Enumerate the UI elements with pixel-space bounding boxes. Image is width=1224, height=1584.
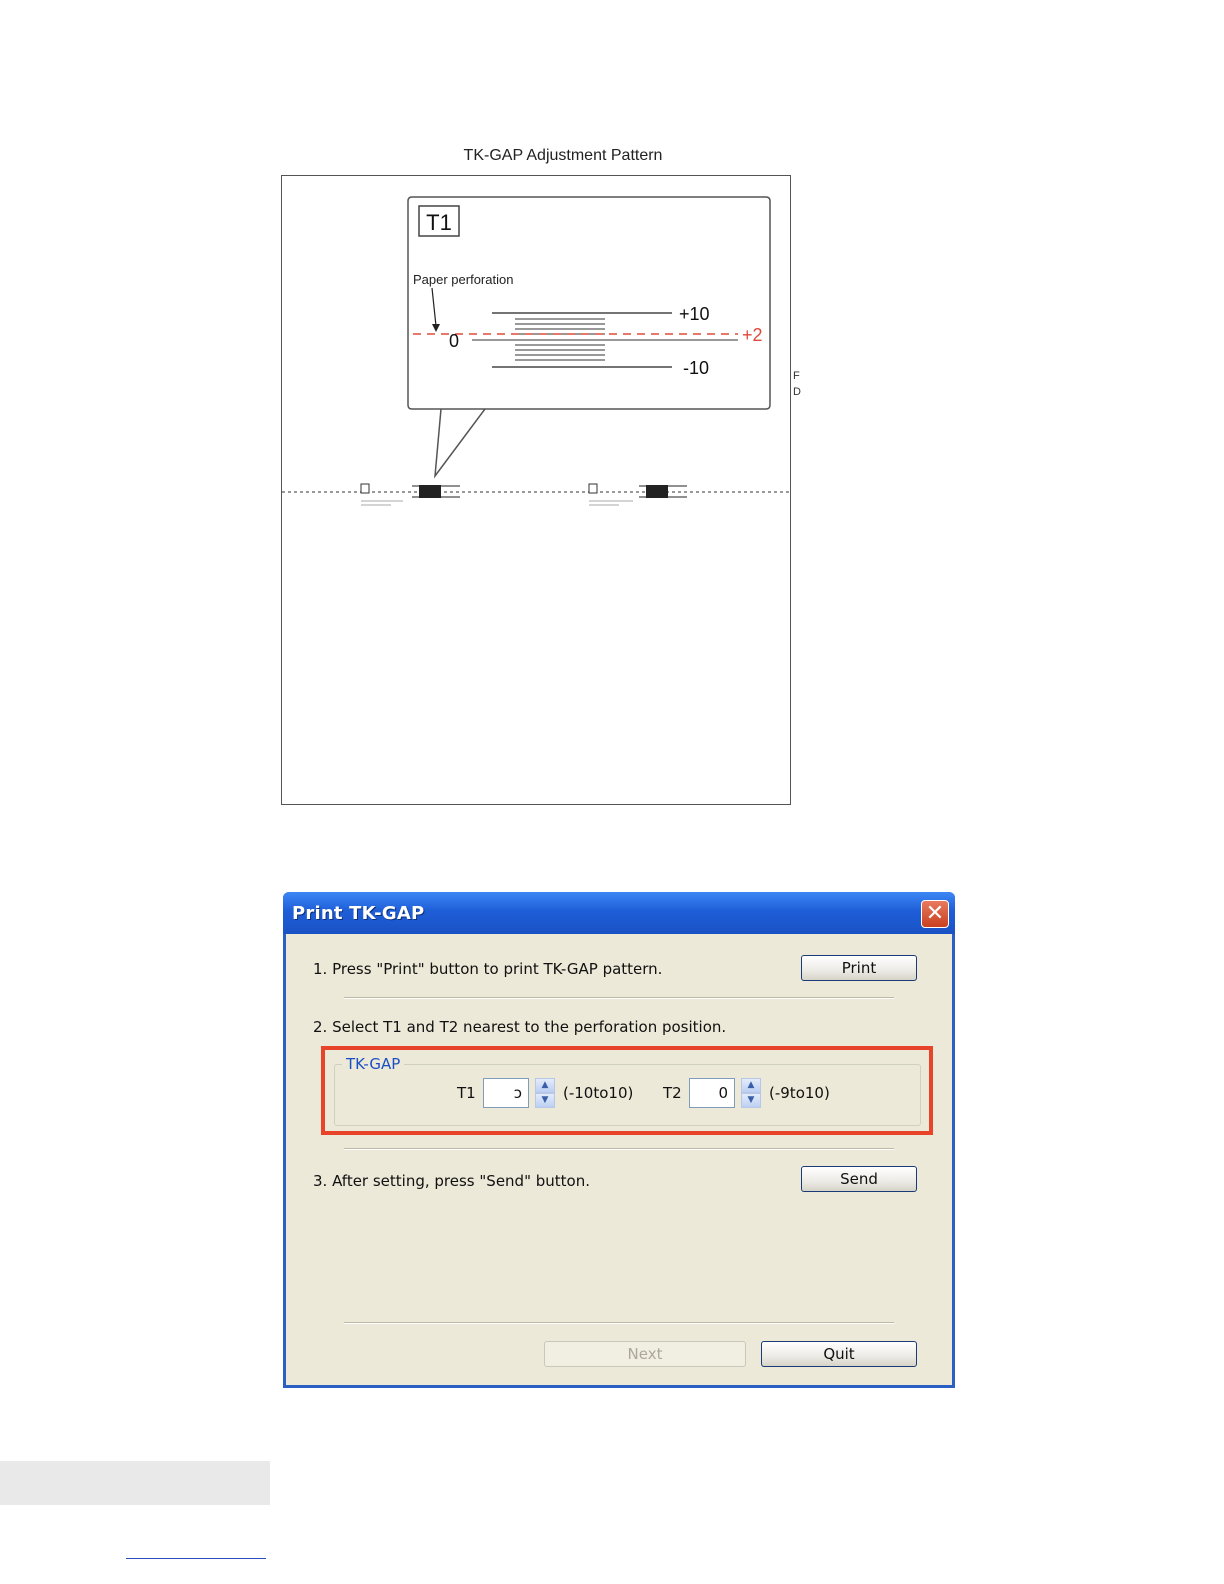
footer-rule [126,1558,266,1559]
t2-spin-up-icon[interactable]: ▲ [741,1078,761,1093]
t2-spin-down-icon[interactable]: ▼ [741,1093,761,1108]
small-pattern-marker-2 [589,484,687,505]
cropped-edge-text [793,368,801,400]
dialog-title: Print TK-GAP [292,903,425,924]
close-button[interactable] [921,900,949,928]
zero-label: 0 [449,331,460,351]
callout-t1-label: T1 [426,210,452,235]
next-button[interactable]: Next [544,1341,746,1367]
grey-band [0,1461,270,1505]
t1-spin-down-icon[interactable]: ▼ [535,1093,555,1108]
adjustment-pattern-graphic [282,176,792,806]
step1-text: 1. Press "Print" button to print TK-GAP pattern. [313,960,663,978]
figure-title: TK-GAP Adjustment Pattern [463,147,663,164]
step3-text: 3. After setting, press "Send" button. [313,1172,590,1190]
t1-spin-up-icon[interactable]: ▲ [535,1078,555,1093]
tk-gap-highlight-box [321,1046,933,1135]
t2-input[interactable]: 0 [689,1078,735,1108]
paper-perforation-label: Paper perforation [413,272,514,287]
separator-1 [344,997,894,999]
close-icon: ✕ [925,901,945,926]
print-button[interactable]: Print [801,955,917,981]
edge-letter-2: D [793,386,801,398]
separator-2 [344,1148,894,1150]
t1-label: T1 [457,1084,476,1102]
print-tk-gap-dialog [283,892,955,1388]
t1-range: (-10to10) [563,1084,634,1102]
small-pattern-marker-1 [361,484,460,505]
plus2-label: +2 [742,325,763,345]
t1-input[interactable]: ↄ [483,1078,529,1108]
t2-range: (-9to10) [769,1084,830,1102]
callout-bubble [408,197,770,476]
plus10-label: +10 [679,304,710,324]
dialog-titlebar[interactable] [283,892,955,934]
separator-3 [344,1322,894,1324]
adjustment-pattern-sheet [281,175,791,805]
t2-label: T2 [663,1084,682,1102]
minus10-label: -10 [683,358,710,378]
quit-button[interactable]: Quit [761,1341,917,1367]
tk-gap-group-label: TK-GAP [342,1055,404,1073]
step2-text: 2. Select T1 and T2 nearest to the perforation position. [313,1018,727,1036]
edge-letter-1: F [793,370,800,382]
send-button[interactable]: Send [801,1166,917,1192]
